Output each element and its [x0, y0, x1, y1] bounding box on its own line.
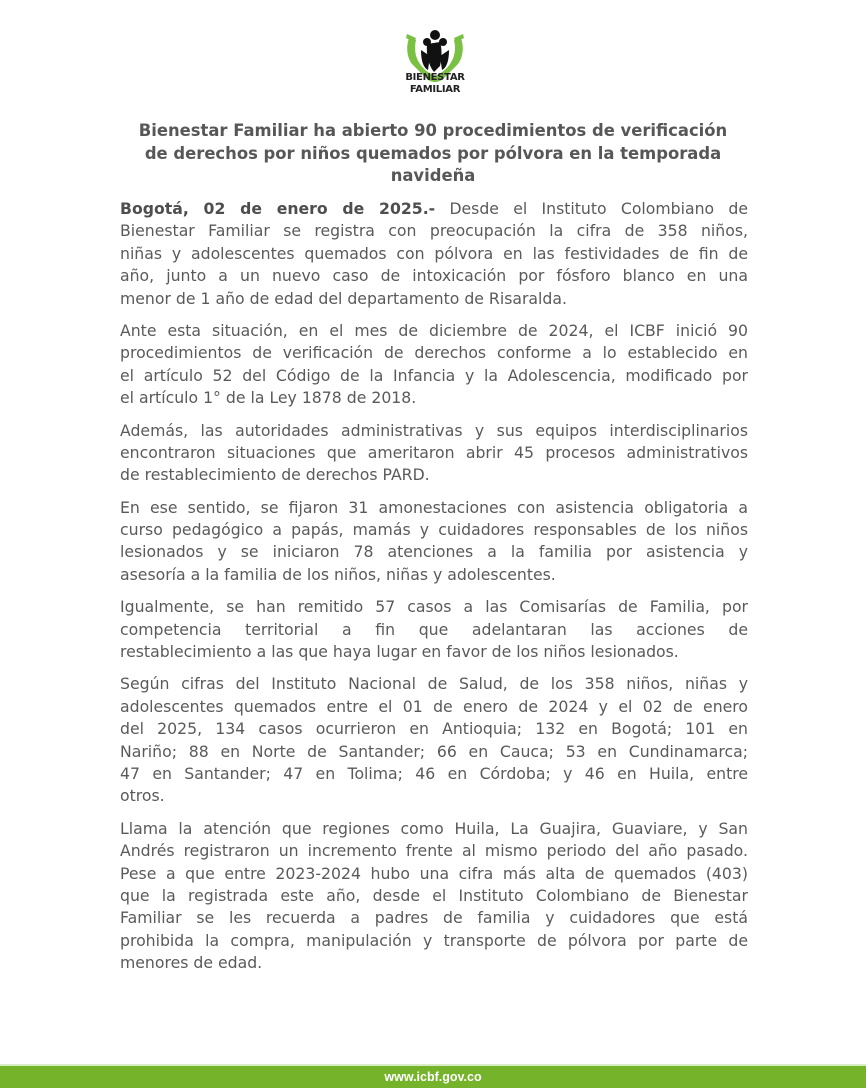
footer-bar: [0, 1066, 866, 1088]
text-line: Andrés registraron un incremento frente al mismo periodo del año pasado.: [120, 841, 748, 861]
text-line: lesionados y se iniciaron 78 atenciones a la familia por asistencia y: [120, 542, 748, 562]
paragraph-3: [120, 420, 748, 487]
text-line: Bienestar Familiar se registra con preocupación la cifra de 358 niños,: [120, 221, 748, 241]
text-line: el artículo 52 del Código de la Infancia y la Adolescencia, modificado por: [120, 365, 748, 385]
people-icon: [421, 30, 449, 72]
paragraph-2: [120, 320, 748, 410]
text-line: que la registrada este año, desde el Instituto Colombiano de Bienestar: [120, 885, 748, 905]
text-line: Ante esta situación, en el mes de diciembre de 2024, el ICBF inició 90: [120, 320, 748, 340]
text-line: Desde el Instituto Colombiano de: [435, 199, 748, 218]
website-link[interactable]: www.icbf.gov.co: [384, 1070, 482, 1084]
headline-line: Bienestar Familiar ha abierto 90 procedimientos de verificación: [138, 121, 728, 140]
text-line: niñas y adolescentes quemados con pólvora en las festividades de fin de: [120, 243, 748, 263]
text-line: encontraron situaciones que ameritaron abrir 45 procesos administrativos: [120, 442, 748, 462]
text-line: procedimientos de verificación de derechos conforme a lo establecido en: [120, 343, 748, 363]
text-line: otros.: [120, 786, 165, 806]
article-body: [120, 198, 748, 985]
paragraph-7: [120, 818, 748, 975]
text-line: adolescentes quemados entre el 01 de enero de 2024 y el 02 de enero: [120, 696, 748, 716]
text-line: curso pedagógico a papás, mamás y cuidadores responsables de los niños: [120, 520, 748, 540]
text-line: Igualmente, se han remitido 57 casos a las Comisarías de Familia, por: [120, 597, 748, 617]
logo-text-line1: BIENESTAR: [405, 72, 465, 83]
paragraph-1: [120, 198, 748, 310]
text-line: asesoría a la familia de los niños, niñas y adolescentes.: [120, 564, 556, 584]
text-line: del 2025, 134 casos ocurrieron en Antioquia; 132 en Bogotá; 101 en: [120, 719, 748, 739]
text-line: Familiar se les recuerda a padres de familia y cuidadores que está: [120, 908, 748, 928]
text-line: Nariño; 88 en Norte de Santander; 66 en Cauca; 53 en Cundinamarca;: [120, 741, 748, 761]
text-line: competencia territorial a fin que adelantaran las acciones de: [120, 619, 748, 639]
text-line: Llama la atención que regiones como Huila, La Guajira, Guaviare, y San: [120, 818, 748, 838]
logo-text-line2: FAMILIAR: [409, 84, 461, 95]
headline-line: de derechos por niños quemados por pólvora en la temporada: [144, 143, 722, 163]
dateline: Bogotá, 02 de enero de 2025.-: [120, 199, 436, 218]
paragraph-6: [120, 673, 748, 807]
text-line: 47 en Santander; 47 en Tolima; 46 en Córdoba; y 46 en Huila, entre: [120, 763, 748, 783]
text-line: Además, las autoridades administrativas y sus equipos interdisciplinarios: [120, 420, 748, 440]
text-line: Pese a que entre 2023-2024 hubo una cifra más alta de quemados (403): [120, 863, 748, 883]
headline-line: navideña: [390, 166, 476, 185]
paragraph-4: [120, 497, 748, 587]
text-line: menores de edad.: [120, 953, 263, 973]
text-line: prohibida la compra, manipulación y transporte de pólvora por parte de: [120, 930, 748, 950]
text-line: el artículo 1° de la Ley 1878 de 2018.: [120, 388, 417, 408]
text-line: año, junto a un nuevo caso de intoxicación por fósforo blanco en una: [120, 266, 748, 286]
text-line: En ese sentido, se fijaron 31 amonestaciones con asistencia obligatoria a: [120, 497, 748, 517]
text-line: restablecimiento a las que haya lugar en favor de los niños lesionados.: [120, 642, 679, 662]
headline: [110, 120, 756, 188]
text-line: Según cifras del Instituto Nacional de Salud, de los 358 niños, niñas y: [120, 674, 748, 694]
text-line: menor de 1 año de edad del departamento de Risaralda.: [120, 288, 567, 308]
paragraph-5: [120, 596, 748, 663]
text-line: de restablecimiento de derechos PARD.: [120, 465, 430, 485]
